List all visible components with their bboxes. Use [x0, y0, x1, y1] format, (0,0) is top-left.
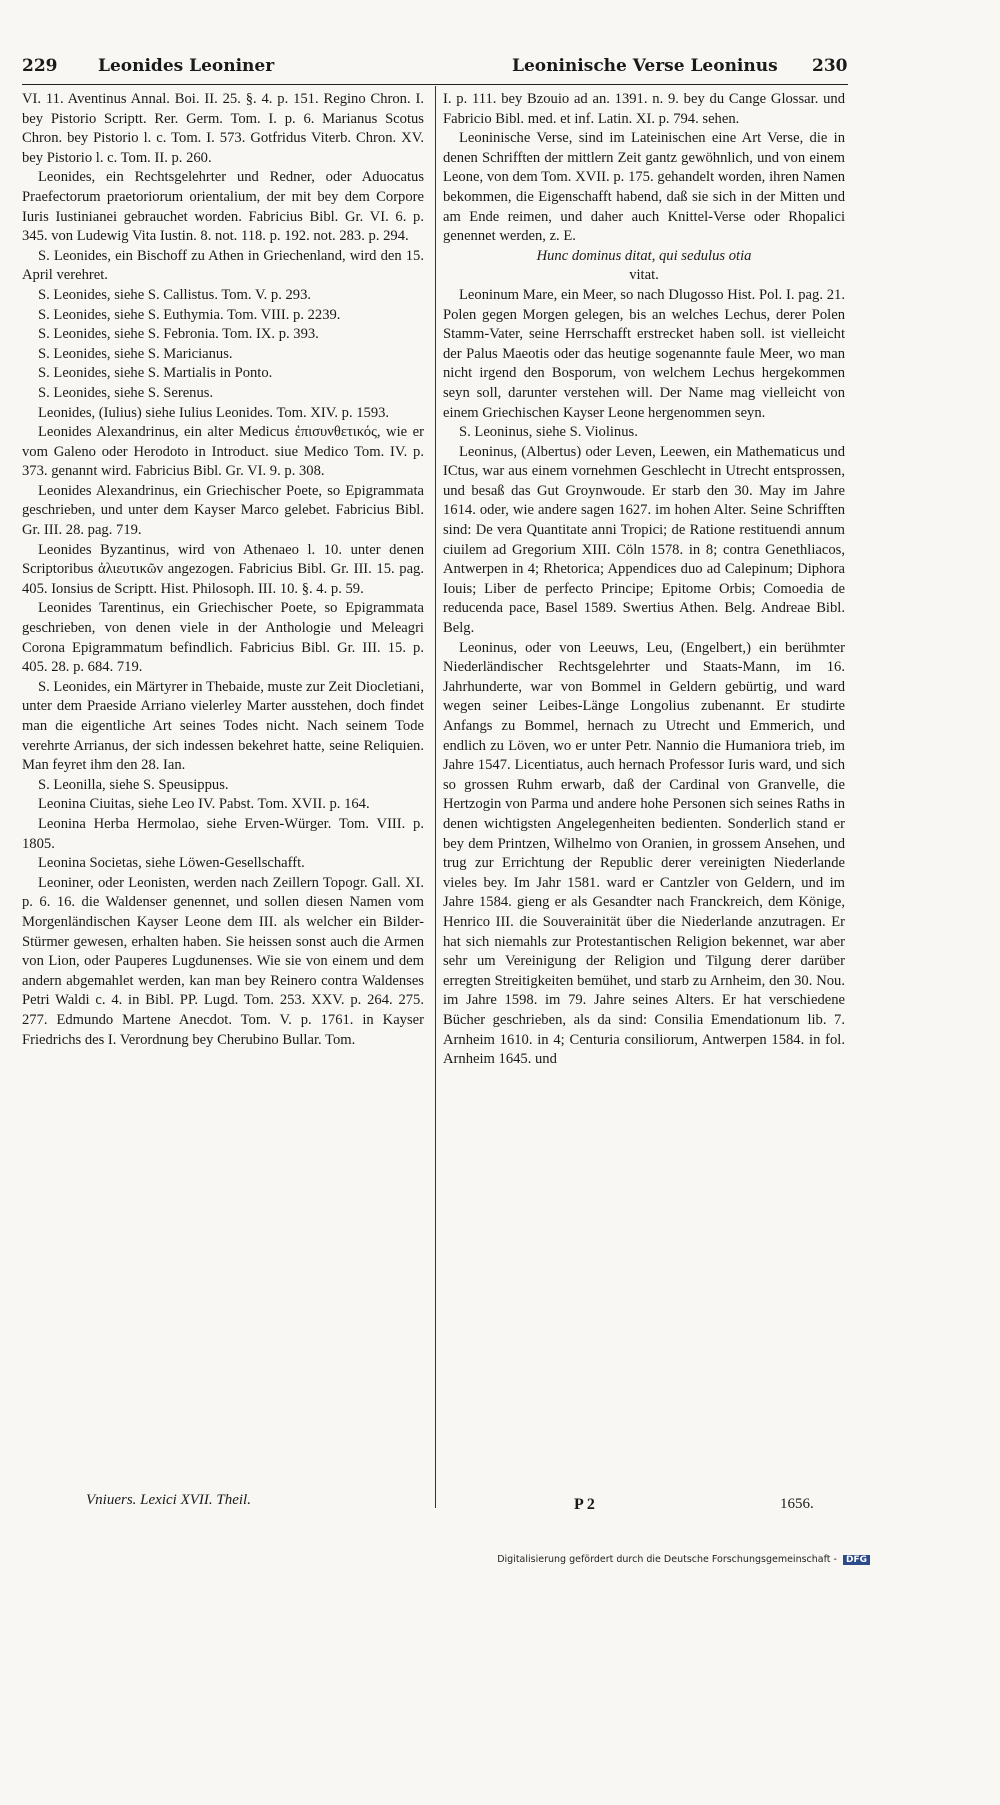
entry-paragraph: S. Leonides, ein Bischoff zu Athen in Griechenland, wird den 15. April verehret. [22, 247, 424, 284]
entry-paragraph: VI. 11. Aventinus Annal. Boi. II. 25. §. 4. p. 151. Regino Chron. I. bey Pistorio Scriptt. Rer. Germ. Tom. I. p. 6. Marianus Scotus Chron. bey Pistorio l. c. Tom. I. 573. Gotfridus Viterb. Chron. XV. bey Pistorio l. c. Tom. II. p. 260. [22, 91, 424, 166]
entry-paragraph: Leoninus, (Albertus) oder Leven, Leewen, ein Mathematicus und ICtus, war aus einem vornehmen Geschlecht in Utrecht entsprossen, und besaß das Gut Groynwoude. Er starb den 30. May im Jahre 1614. oder, wie andere sagen 1627. im hohen Alter. Seine Schrifften sind: De vera Quantitate anni Tropici; de Ratione restituendi annum ciuilem ad Gregorium XIII. Cöln 1578. in 8; contra Genethliacos, Antwerpen in 4; Rhetorica; Appendices duo ad Calepinum; Diphora Iouis; Liber de perfecto Principe; Epitome Orbis; Comoedia de reducenda pace, Basel 1589. Swertius Athen. Belg. Andreae Bibl. Belg. [443, 443, 845, 637]
header-left-words: Leonides Leoniner [98, 56, 275, 76]
entry-paragraph: Leonides Tarentinus, ein Griechischer Poete, so Epigrammata geschrieben, von denen viele in der Anthologie und Meleagri Corona Epigrammatum befindlich. Fabricius Bibl. Gr. III. 15. p. 405. 28. p. 684. 719. [22, 600, 424, 676]
entry-paragraph: S. Leonides, ein Märtyrer in Thebaide, muste zur Zeit Diocletiani, unter dem Praeside Arriano vielerley Marter ausstehen, doch findet man die eigentliche Art seines Todes nicht. Nach seinem Tode verehrte Arrianus, der sich indessen bekehret hatte, seine Reliquien. Man feyret ihm den 28. Ian. [22, 678, 424, 774]
header-rule [22, 84, 848, 85]
page-number-left: 229 [22, 56, 58, 76]
entry-paragraph: Leonides Byzantinus, wird von Athenaeo l. 10. unter denen Scriptoribus ἀλιευτικῶν angezogen. Fabricius Bibl. Gr. III. 15. pag. 405. Ionsius de Scriptt. Hist. Philosoph. III. 10. §. 4. p. 59. [22, 541, 424, 597]
page-number-right: 230 [812, 56, 848, 76]
dfg-logo: DFG [843, 1555, 870, 1565]
digitization-credit [497, 1554, 870, 1565]
entry-paragraph: S. Leonides, siehe S. Euthymia. Tom. VIII. p. 2239. [38, 306, 341, 323]
entry-paragraph: Leonides, ein Rechtsgelehrter und Redner, oder Aduocatus Praefectorum praetoriorum orientalium, der mit bey dem Corpore Iuris Iustinianei gebrauchet worden. Fabricius Bibl. Gr. VI. 6. p. 345. von Ludewig Vita Iustin. 8. not. 118. p. 192. not. 283. p. 294. [22, 169, 424, 245]
left-column [22, 90, 424, 1050]
signature-mark: P 2 [574, 1496, 595, 1513]
entry-paragraph: Leonina Ciuitas, siehe Leo IV. Pabst. Tom. XVII. p. 164. [38, 796, 370, 813]
entry-paragraph: Leoniner, oder Leonisten, werden nach Zeillern Topogr. Gall. XI. p. 6. 16. die Waldenser genennet, und sollen diesen Namen vom Morgenländischen Kayser Leone dem III. als welcher ein Bilder-Stürmer gewesen, erhalten haben. Sie heissen sonst auch die Armen von Lion, oder Pauperes Lugdunenses. Wie sie von einem und dem andern abgemahlet werden, kan man bey Reinero contra Waldenses Petri Waldi c. 4. in Bibl. PP. Lugd. Tom. 253. XXV. p. 264. 275. 277. Edmundo Martene Anecdot. Tom. V. p. 1761. in Kayser Friedrichs des I. Verordnung bey Cherubino Bullar. Tom. [22, 874, 424, 1048]
entry-paragraph: S. Leoninus, siehe S. Violinus. [459, 424, 638, 441]
entry-paragraph: Leonides, (Iulius) siehe Iulius Leonides. Tom. XIV. p. 1593. [38, 404, 390, 421]
running-header [22, 56, 848, 82]
entry-paragraph: vitat. [629, 267, 659, 284]
entry-paragraph: Hunc dominus ditat, qui sedulus otia [536, 247, 752, 264]
entry-paragraph: S. Leonides, siehe S. Febronia. Tom. IX. p. 393. [38, 326, 319, 343]
entry-paragraph: Leonides Alexandrinus, ein Griechischer Poete, so Epigrammata geschrieben, und unter dem Kayser Marco gelebet. Fabricius Bibl. Gr. III. 28. pag. 719. [22, 482, 424, 539]
credit-text: Digitalisierung gefördert durch die Deutsche Forschungsgemeinschaft - [497, 1554, 837, 1565]
volume-catchline: Vniuers. Lexici XVII. Theil. [86, 1492, 251, 1508]
entry-paragraph: S. Leonides, siehe S. Callistus. Tom. V. p. 293. [38, 286, 312, 303]
right-column [443, 90, 845, 1070]
entry-paragraph: I. p. 111. bey Bzouio ad an. 1391. n. 9. bey du Cange Glossar. und Fabricio Bibl. med. et inf. Latin. XI. p. 794. sehen. [443, 91, 845, 127]
entry-paragraph: S. Leonilla, siehe S. Speusippus. [38, 776, 229, 793]
entry-paragraph: Leonides Alexandrinus, ein alter Medicus ἐπισυνθετικός, wie er vom Galeno oder Herodoto in Introduct. siue Medico Tom. IV. p. 373. genannt wird. Fabricius Bibl. Gr. VI. 9. p. 308. [22, 424, 424, 480]
entry-paragraph: Leoninus, oder von Leeuws, Leu, (Engelbert,) ein berühmter Niederländischer Rechtsgelehrter und Staats-Mann, im 16. Jahrhunderte, war von Bommel in Geldern gebürtig, und ward wegen seiner Leibes-Länge Longolius zubenannt. Er studirte Anfangs zu Bommel, hernach zu Utrecht und Emmerich, und endlich zu Löven, wo er unter Petr. Nannio die Humaniora trieb, im Jahre 1547. Licentiatus, auch hernach Professor Iuris ward, und sich so grossen Ruhm erwarb, daß der Cardinal von Granvelle, die Hertzogin von Parma und andere hohe Personen sich seines Raths in denen wichtigsten Angelegenheiten bedienten. Sonderlich stand er bey dem Printzen, Wilhelmo von Oranien, in grossem Ansehen, und trug zur Errichtung der Republic derer vereinigten Niederlande vieles bey. Im Jahr 1581. ward er Cantzler von Geldern, und im Jahre 1584. gieng er als Gesandter nach Franckreich, dem Könige, Henrico III. die Souverainität über die Niederlande anzutragen. Er hat sich niemahls zur Protestantischen Religion bekennet, war aber sehr um Vereinigung der Religion und Tilgung derer darüber erregten Streitigkeiten bemühet, und starb zu Arnheim, den 30. Nou. im Jahre 1598. im 79. Jahre seines Alters. Er hat verschiedene Bücher geschrieben, als da sind: Consilia Emendationum lib. 7. Arnheim 1610. in 4; Centuria consiliorum, Antwerpen 1584. in fol. Arnheim 1645. und [443, 639, 845, 1068]
entry-paragraph: S. Leonides, siehe S. Maricianus. [38, 345, 233, 362]
header-right-words: Leoninische Verse Leoninus [512, 56, 778, 76]
entry-paragraph: S. Leonides, siehe S. Serenus. [38, 384, 214, 401]
entry-paragraph: Leonina Societas, siehe Löwen-Gesellschafft. [38, 855, 305, 872]
entry-paragraph: Leonina Herba Hermolao, siehe Erven-Würger. Tom. VIII. p. 1805. [22, 815, 424, 852]
entry-paragraph: Leoninum Mare, ein Meer, so nach Dlugosso Hist. Pol. I. pag. 21. Polen gegen Morgen gelegen, bis an welches Lechus, derer Polen Stamm-Vater, seine Herrschafft erstrecket haben soll. ist vielleicht der Palus Maeotis oder das heutige sogenannte faule Meer, wo man nicht irgend den Bosporum, von welchem Lechus hergekommen seyn soll, darunter verstehen will. Der Name mag vielleicht von einem Griechischen Kayser Leone hergenommen seyn. [443, 286, 845, 421]
column-divider [435, 86, 436, 1508]
entry-paragraph: Leoninische Verse, sind im Lateinischen eine Art Verse, die in denen Schrifften der mittlern Zeit gantz gewöhnlich, und von einem Leone, von dem Tom. XVII. p. 175. gehandelt worden, ihren Namen bekommen, die Eigenschafft habend, daß sie sich in der Mitten und am Ende reimen, und daher auch Knittel-Verse oder Rhopalici genennet werden, z. E. [443, 130, 845, 245]
entry-paragraph: S. Leonides, siehe S. Martialis in Ponto. [38, 365, 273, 382]
catchword: 1656. [780, 1496, 814, 1512]
